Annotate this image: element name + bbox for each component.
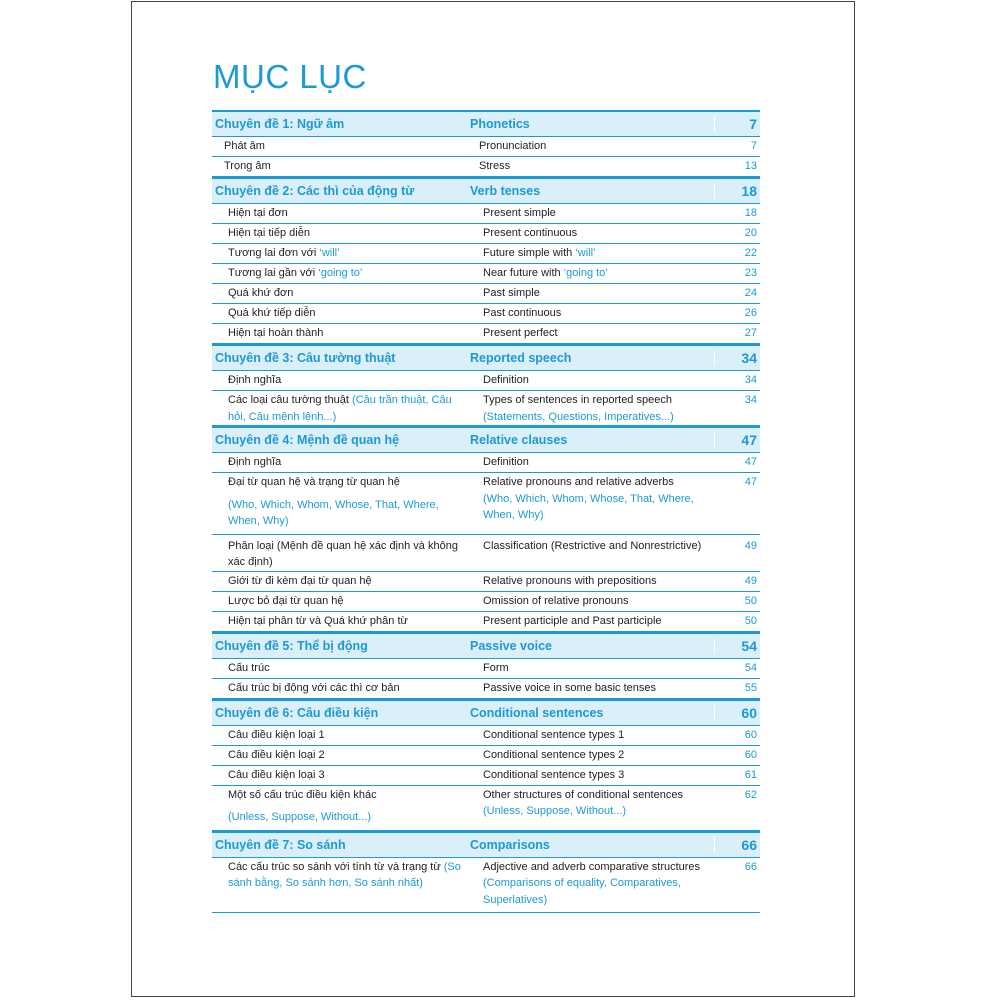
section-page-number: 34 (714, 350, 760, 366)
toc-row[interactable] (212, 766, 760, 786)
entry-highlight: ‘will’ (575, 247, 596, 259)
entry-text: Omission of relative pronouns (483, 594, 629, 607)
toc-row[interactable] (212, 659, 760, 679)
entry-page-number: 34 (744, 374, 757, 386)
entry-highlight: (Câu trần thuật, Câu hỏi, Câu mệnh lệnh...) (228, 394, 452, 423)
table-of-contents (212, 110, 760, 913)
entry-page-number: 47 (744, 476, 757, 488)
entry-title-vn (212, 137, 467, 156)
entry-title-vn (212, 592, 467, 611)
entry-title-en (467, 244, 714, 263)
toc-row[interactable] (212, 453, 760, 473)
entry-title-vn (212, 371, 467, 390)
entry-text: Tương lai đơn với (228, 247, 320, 259)
entry-page-number: 60 (744, 728, 757, 741)
entry-text: Adjective and adverb comparative structures (483, 860, 701, 873)
entry-page-number: 54 (744, 661, 757, 674)
entry-text: Other structures of conditional sentences (483, 788, 683, 801)
toc-row[interactable] (212, 858, 760, 914)
entry-highlight: (So sánh bằng, So sánh hơn, So sánh nhất) (228, 860, 461, 889)
entry-page-number: 61 (744, 768, 757, 781)
entry-page-number: 27 (744, 327, 757, 339)
entry-title-vn (212, 157, 467, 176)
entry-page-number: 18 (744, 207, 757, 219)
section-title-en: Reported speech (470, 351, 572, 365)
entry-title-en (467, 284, 714, 303)
entry-title-en (467, 612, 714, 631)
entry-text: Definition (483, 456, 529, 468)
entry-highlight: (Unless, Suppose, Without...) (483, 805, 627, 817)
section-title-vn: Chuyên đề 4: Mệnh đề quan hệ (215, 433, 400, 447)
section-title-vn: Chuyên đề 2: Các thì của động từ (215, 184, 415, 198)
entry-text: Cấu trúc bị động với các thì cơ bản (228, 681, 400, 694)
entry-title-vn (212, 244, 467, 263)
toc-row[interactable] (212, 612, 760, 632)
entry-title-vn (212, 284, 467, 303)
entry-title-en (467, 304, 714, 323)
entry-text: Phát âm (224, 140, 265, 152)
toc-row[interactable] (212, 679, 760, 699)
entry-title-vn (212, 746, 467, 765)
entry-text: Conditional sentence types 2 (483, 748, 625, 761)
entry-title-vn (212, 304, 467, 323)
toc-row[interactable] (212, 224, 760, 244)
entry-page-number: 49 (744, 574, 757, 587)
section-page-number: 47 (714, 432, 760, 448)
entry-title-en (467, 324, 714, 343)
entry-text: Hiện tại hoàn thành (228, 327, 324, 339)
toc-row[interactable] (212, 324, 760, 344)
entry-text: Câu điều kiện loại 2 (228, 748, 325, 761)
toc-row[interactable] (212, 592, 760, 612)
section-page-number: 66 (714, 837, 760, 853)
entry-title-en (467, 157, 714, 176)
section-title-en: Relative clauses (470, 433, 568, 447)
section-header[interactable] (212, 177, 760, 204)
entry-highlight: (Unless, Suppose, Without...) (228, 811, 372, 823)
entry-text: Hiện tại phân từ và Quá khứ phân từ (228, 614, 408, 627)
section-page-number: 54 (714, 638, 760, 654)
entry-text: Hiện tại đơn (228, 207, 288, 219)
entry-text: Conditional sentence types 1 (483, 728, 625, 741)
toc-row[interactable] (212, 264, 760, 284)
entry-page-number: 7 (750, 140, 757, 152)
entry-title-en (467, 204, 714, 223)
entry-page-number: 26 (744, 307, 757, 319)
entry-highlight: ‘going to’ (318, 267, 363, 279)
toc-row[interactable] (212, 746, 760, 766)
entry-title-en (467, 537, 714, 571)
entry-text: Past simple (483, 287, 540, 299)
entry-title-en (467, 137, 714, 156)
entry-text: Câu điều kiện loại 3 (228, 768, 325, 781)
entry-title-vn (212, 391, 467, 425)
entry-title-en (467, 264, 714, 283)
entry-text: Quá khứ tiếp diễn (228, 307, 316, 319)
entry-title-en (467, 224, 714, 243)
entry-text: Past continuous (483, 307, 562, 319)
entry-page-number: 60 (744, 748, 757, 761)
entry-text: Classification (Restrictive and Nonrestrictive) (483, 539, 702, 552)
entry-text: Đại từ quan hệ và trạng từ quan hệ (228, 476, 400, 488)
entry-title-en (467, 726, 714, 745)
entry-text: Passive voice in some basic tenses (483, 681, 657, 694)
entry-title-en (467, 858, 714, 909)
entry-title-vn (212, 224, 467, 243)
entry-page-number: 50 (744, 614, 757, 627)
section-title-en: Comparisons (470, 837, 550, 852)
section-title-vn: Chuyên đề 7: So sánh (215, 837, 346, 852)
entry-title-en (467, 453, 714, 472)
entry-title-vn (212, 324, 467, 343)
toc-row[interactable] (212, 786, 760, 831)
entry-text: Conditional sentence types 3 (483, 768, 625, 781)
entry-title-en (467, 572, 714, 591)
toc-row[interactable] (212, 473, 760, 535)
entry-text: Trọng âm (224, 160, 271, 172)
entry-text: Pronunciation (479, 140, 547, 152)
entry-text: Form (483, 661, 509, 674)
entry-page-number: 49 (744, 539, 757, 552)
entry-title-en (467, 746, 714, 765)
entry-text: Các loại câu tường thuật (228, 394, 353, 406)
entry-text: Stress (479, 160, 511, 172)
entry-page-number: 24 (744, 287, 757, 299)
entry-title-en (467, 659, 714, 678)
entry-text: Present simple (483, 207, 556, 219)
entry-title-en (467, 391, 714, 425)
entry-page-number: 22 (744, 247, 757, 259)
entry-title-vn (212, 659, 467, 678)
entry-title-vn (212, 473, 467, 530)
toc-row[interactable] (212, 204, 760, 224)
toc-row[interactable] (212, 572, 760, 592)
entry-title-en (467, 766, 714, 785)
entry-highlight: ‘will’ (319, 247, 340, 259)
entry-title-vn (212, 786, 467, 826)
entry-title-vn (212, 679, 467, 698)
entry-title-vn (212, 204, 467, 223)
entry-title-vn (212, 537, 467, 571)
entry-title-vn (212, 572, 467, 591)
entry-title-vn (212, 766, 467, 785)
toc-row[interactable] (212, 391, 760, 426)
entry-text: Các cấu trúc so sánh với tính từ và trạng từ (228, 860, 444, 873)
section-title-en: Passive voice (470, 638, 553, 653)
entry-text: Lược bỏ đại từ quan hệ (228, 594, 344, 607)
entry-highlight: (Who, Which, Whom, Whose, That, Where, When, Why) (228, 498, 439, 527)
entry-title-vn (212, 264, 467, 283)
section-title-vn: Chuyên đề 5: Thể bị động (215, 638, 368, 653)
entry-page-number: 13 (744, 160, 757, 172)
entry-title-vn (212, 726, 467, 745)
entry-title-en (467, 679, 714, 698)
toc-row[interactable] (212, 535, 760, 572)
toc-row[interactable] (212, 284, 760, 304)
section-header[interactable] (212, 110, 760, 137)
section-page-number: 7 (714, 116, 760, 132)
entry-highlight: (Who, Which, Whom, Whose, That, Where, When, Why) (483, 492, 694, 521)
entry-text: Definition (483, 374, 529, 386)
toc-row[interactable] (212, 371, 760, 391)
entry-text: Hiện tại tiếp diễn (228, 227, 310, 239)
entry-highlight: ‘going to’ (563, 267, 608, 279)
entry-page-number: 23 (744, 267, 757, 279)
entry-page-number: 34 (744, 394, 757, 406)
page-title: MỤC LỤC (213, 58, 367, 95)
section-title-en: Verb tenses (470, 184, 541, 198)
entry-title-en (467, 473, 714, 530)
section-page-number: 60 (714, 705, 760, 721)
toc-row[interactable] (212, 244, 760, 264)
entry-title-vn (212, 858, 467, 909)
section-title-vn: Chuyên đề 1: Ngữ âm (215, 117, 345, 131)
entry-highlight: (Statements, Questions, Imperatives...) (483, 410, 674, 423)
entry-text: Present perfect (483, 327, 558, 339)
entry-page-number: 50 (744, 594, 757, 607)
entry-text: Cấu trúc (228, 661, 270, 674)
section-header[interactable] (212, 831, 760, 858)
entry-text: Types of sentences in reported speech (483, 394, 672, 406)
entry-title-vn (212, 453, 467, 472)
entry-page-number: 47 (744, 456, 757, 468)
entry-title-vn (212, 612, 467, 631)
entry-text: Giới từ đi kèm đại từ quan hệ (228, 574, 372, 587)
entry-text: Quá khứ đơn (228, 287, 294, 299)
entry-text: Near future with (483, 267, 564, 279)
entry-text: Phân loại (Mệnh đề quan hệ xác định và không xác định) (228, 539, 458, 568)
section-header[interactable] (212, 344, 760, 371)
entry-highlight: (Comparisons of equality, Comparatives, Superlatives) (483, 877, 681, 906)
entry-text: Câu điều kiện loại 1 (228, 728, 325, 741)
entry-page-number: 62 (744, 788, 757, 801)
entry-page-number: 66 (744, 860, 757, 873)
entry-title-en (467, 592, 714, 611)
section-header[interactable] (212, 699, 760, 726)
toc-row[interactable] (212, 137, 760, 157)
entry-text: Future simple with (483, 247, 576, 259)
entry-text: Relative pronouns and relative adverbs (483, 476, 674, 488)
entry-text: Một số cấu trúc điều kiện khác (228, 788, 377, 801)
toc-row[interactable] (212, 726, 760, 746)
entry-page-number: 55 (744, 681, 757, 694)
section-page-number: 18 (714, 183, 760, 199)
section-title-en: Phonetics (470, 117, 530, 131)
section-title-en: Conditional sentences (470, 705, 604, 720)
section-header[interactable] (212, 632, 760, 659)
entry-title-en (467, 371, 714, 390)
entry-text: Present continuous (483, 227, 578, 239)
toc-row[interactable] (212, 304, 760, 324)
section-title-vn: Chuyên đề 6: Câu điều kiện (215, 705, 379, 720)
section-header[interactable] (212, 426, 760, 453)
section-title-vn: Chuyên đề 3: Câu tường thuật (215, 351, 396, 365)
entry-text: Định nghĩa (228, 374, 282, 386)
entry-text: Present participle and Past participle (483, 614, 662, 627)
entry-text: Định nghĩa (228, 456, 282, 468)
entry-title-en (467, 786, 714, 826)
entry-text: Tương lai gần với (228, 267, 319, 279)
entry-page-number: 20 (744, 227, 757, 239)
entry-text: Relative pronouns with prepositions (483, 574, 657, 587)
toc-row[interactable] (212, 157, 760, 177)
